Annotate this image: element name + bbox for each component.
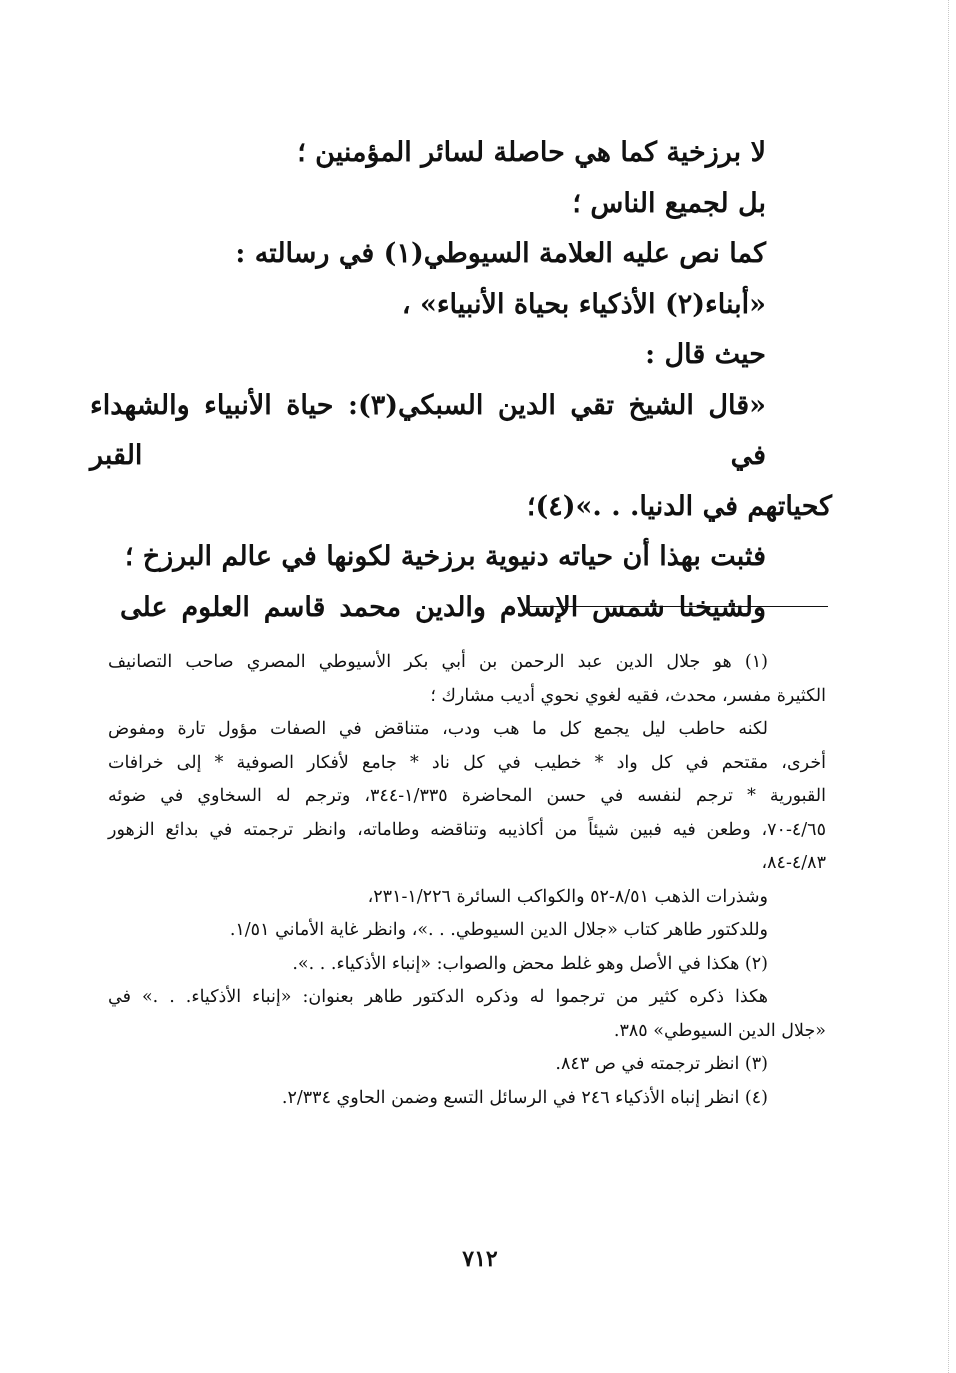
footnote-line: (٤) انظر إنباه الأذكياء ٢٤٦ في الرسائل التسع وضمن الحاوي ٢/٣٣٤. <box>281 1087 768 1108</box>
footnotes-block <box>108 646 826 1115</box>
footnote-line: ٤/٦٥-٧٠، وطعن فيه فبين شيئاً من أكاذيبه وتناقضه وطاماته، وانظر ترجمته في بدائع الزهور <box>108 819 826 840</box>
main-text-line: بل لجميع الناس ؛ <box>572 187 766 219</box>
footnote-line: الكثيرة مفسر، محدث، فقيه لغوي نحوي أديب مشارك ؛ <box>430 685 826 706</box>
footnote-line: (٣) انظر ترجمته في ص ٨٤٣. <box>555 1054 768 1074</box>
footnote-line: وشذرات الذهب ٨/٥١-٥٢ والكواكب السائرة ١/٢٢٦-٢٣١، <box>367 886 768 907</box>
footnote-line: (٢) هكذا في الأصل وهو غلط محض والصواب: «إنباء الأذكياء. . .». <box>292 953 768 974</box>
main-text-line: لا برزخية كما هي حاصلة لسائر المؤمنين ؛ <box>297 137 766 168</box>
main-text-line: حيث قال : <box>645 339 766 370</box>
footnote-line: (١) هو جلال الدين عبد الرحمن بن أبي بكر الأسيوطي المصري صاحب التصانيف <box>108 652 768 672</box>
main-text-line: كما نص عليه العلامة السيوطي(١) في رسالته : <box>235 238 766 269</box>
footnote-line: «جلال الدين السيوطي» ٣٨٥. <box>613 1020 826 1041</box>
footnote-line: لكنه حاطب ليل يجمع كل ما هب ودب، متناقض في الصفات مؤول تارة ومفوض <box>108 719 768 739</box>
page-number: ٧١٢ <box>462 1246 498 1272</box>
main-text-block <box>90 128 832 633</box>
footnote-line: ٤/٨٣-٨٤، <box>761 853 826 873</box>
footnote-line: أخرى، مقتحم في كل واد * خطيب في كل ناد * جامع لأفكار الصوفية * إلى خرافات <box>108 752 826 773</box>
footnote-line: هكذا ذكره كثير من ترجموا له وذكره الدكتور طاهر بعنوان: «إنباء الأذكياء. . .» في <box>108 987 768 1007</box>
main-text-line: «قال الشيخ تقي الدين السبكي(٣): حياة الأنبياء والشهداء في القبر <box>90 389 766 471</box>
main-text-line: فثبت بهذا أن حياته دنيوية برزخية لكونها في عالم البرزخ ؛ <box>124 541 766 572</box>
main-text-line: «أبناء(٢) الأذكياء بحياة الأنبياء» ، <box>401 288 766 320</box>
footnote-line: القبورية * ترجم لنفسه في حسن المحاضرة ١/٣٣٥-٣٤٤، وترجم له السخاوي في ضوئه <box>108 786 826 806</box>
footnote-line: وللدكتور طاهر كتاب «جلال الدين السيوطي. . .»، وانظر غاية الأماني ١/٥١. <box>229 920 768 940</box>
main-text-line: كحياتهم في الدنيا. . .»(٤)؛ <box>526 490 832 522</box>
page-edge-rule <box>948 0 949 1373</box>
main-text-line: ولشيخنا شمس الإسلام والدين محمد قاسم العلوم على <box>120 591 766 623</box>
footnote-separator <box>530 606 828 607</box>
